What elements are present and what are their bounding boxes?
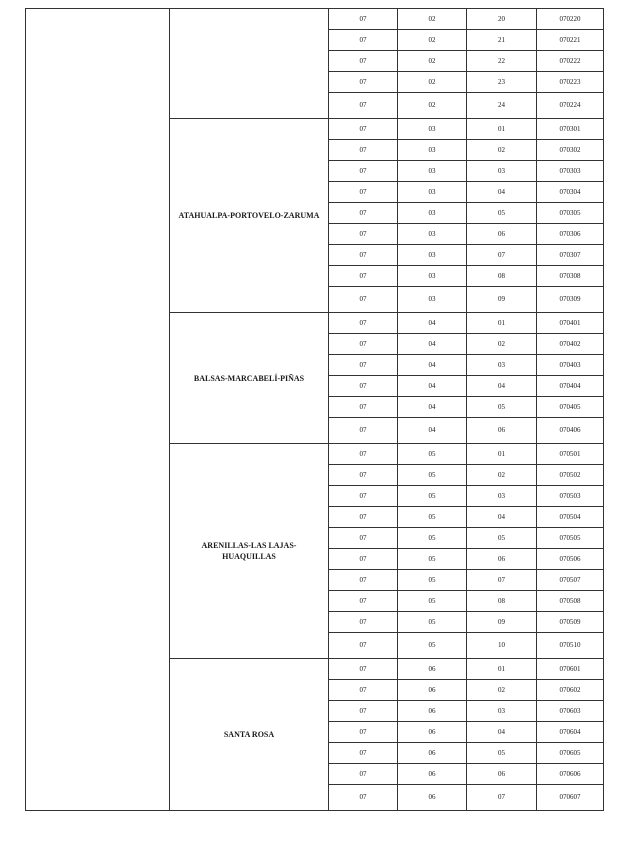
canton-code-cell: 06: [398, 659, 467, 680]
group-name-cell: ATAHUALPA-PORTOVELO-ZARUMA: [170, 119, 329, 313]
parish-code-cell: 01: [467, 444, 537, 465]
parish-code-cell: 07: [467, 245, 537, 266]
province-code-cell: 07: [329, 528, 398, 549]
canton-code-cell: 05: [398, 507, 467, 528]
province-code-cell: 07: [329, 266, 398, 287]
canton-code-cell: 05: [398, 591, 467, 612]
parish-code-cell: 08: [467, 266, 537, 287]
parish-code-cell: 04: [467, 507, 537, 528]
province-code-cell: 07: [329, 182, 398, 203]
parish-code-cell: 03: [467, 486, 537, 507]
canton-code-cell: 06: [398, 785, 467, 811]
parish-code-cell: 06: [467, 418, 537, 444]
canton-code-cell: 03: [398, 224, 467, 245]
full-code-cell: 070601: [537, 659, 604, 680]
canton-code-cell: 03: [398, 140, 467, 161]
canton-code-cell: 06: [398, 764, 467, 785]
parish-code-cell: 01: [467, 313, 537, 334]
province-code-cell: 07: [329, 313, 398, 334]
parish-code-cell: 01: [467, 659, 537, 680]
group-name-cell: SANTA ROSA: [170, 659, 329, 811]
canton-code-cell: 04: [398, 334, 467, 355]
full-code-cell: 070406: [537, 418, 604, 444]
full-code-cell: 070221: [537, 30, 604, 51]
province-code-cell: 07: [329, 743, 398, 764]
province-code-cell: 07: [329, 161, 398, 182]
canton-code-cell: 05: [398, 549, 467, 570]
parish-code-cell: 07: [467, 570, 537, 591]
canton-code-cell: 05: [398, 570, 467, 591]
parish-code-cell: 02: [467, 465, 537, 486]
parish-code-cell: 04: [467, 376, 537, 397]
parish-code-cell: 24: [467, 93, 537, 119]
parish-code-cell: 05: [467, 528, 537, 549]
full-code-cell: 070220: [537, 9, 604, 30]
canton-code-cell: 05: [398, 528, 467, 549]
province-code-cell: 07: [329, 334, 398, 355]
full-code-cell: 070304: [537, 182, 604, 203]
canton-code-cell: 02: [398, 9, 467, 30]
full-code-cell: 070306: [537, 224, 604, 245]
full-code-cell: 070303: [537, 161, 604, 182]
canton-code-cell: 05: [398, 612, 467, 633]
province-code-cell: 07: [329, 397, 398, 418]
province-code-cell: 07: [329, 119, 398, 140]
canton-code-cell: 02: [398, 72, 467, 93]
province-code-cell: 07: [329, 140, 398, 161]
group-name-cell: ARENILLAS-LAS LAJAS-HUAQUILLAS: [170, 444, 329, 659]
canton-code-cell: 03: [398, 203, 467, 224]
canton-code-cell: 03: [398, 245, 467, 266]
full-code-cell: 070606: [537, 764, 604, 785]
full-code-cell: 070510: [537, 633, 604, 659]
full-code-cell: 070501: [537, 444, 604, 465]
canton-code-cell: 02: [398, 51, 467, 72]
province-code-cell: 07: [329, 9, 398, 30]
parish-code-cell: 09: [467, 287, 537, 313]
parish-code-cell: 06: [467, 549, 537, 570]
parish-code-cell: 05: [467, 743, 537, 764]
canton-code-cell: 02: [398, 30, 467, 51]
full-code-cell: 070305: [537, 203, 604, 224]
parish-code-cell: 02: [467, 334, 537, 355]
province-code-cell: 07: [329, 570, 398, 591]
full-code-cell: 070505: [537, 528, 604, 549]
province-code-cell: 07: [329, 418, 398, 444]
parish-code-cell: 02: [467, 680, 537, 701]
parish-code-cell: 01: [467, 119, 537, 140]
province-code-cell: 07: [329, 30, 398, 51]
full-code-cell: 070222: [537, 51, 604, 72]
full-code-cell: 070223: [537, 72, 604, 93]
full-code-cell: 070504: [537, 507, 604, 528]
province-code-cell: 07: [329, 224, 398, 245]
parish-code-cell: 07: [467, 785, 537, 811]
province-code-cell: 07: [329, 633, 398, 659]
canton-code-cell: 04: [398, 397, 467, 418]
full-code-cell: 070605: [537, 743, 604, 764]
full-code-cell: 070604: [537, 722, 604, 743]
province-code-cell: 07: [329, 51, 398, 72]
canton-code-cell: 04: [398, 355, 467, 376]
group-name-cell: [170, 9, 329, 119]
parish-code-cell: 09: [467, 612, 537, 633]
parish-code-cell: 03: [467, 701, 537, 722]
canton-code-cell: 04: [398, 376, 467, 397]
province-code-cell: 07: [329, 549, 398, 570]
province-code-cell: 07: [329, 355, 398, 376]
province-code-cell: 07: [329, 659, 398, 680]
group-name-cell: BALSAS-MARCABELÍ-PIÑAS: [170, 313, 329, 444]
canton-code-cell: 03: [398, 161, 467, 182]
province-code-cell: 07: [329, 701, 398, 722]
canton-code-cell: 06: [398, 743, 467, 764]
canton-code-cell: 06: [398, 722, 467, 743]
table-body: [26, 9, 604, 811]
parish-code-cell: 22: [467, 51, 537, 72]
full-code-cell: 070401: [537, 313, 604, 334]
province-code-cell: 07: [329, 680, 398, 701]
canton-code-cell: 06: [398, 680, 467, 701]
parish-code-cell: 23: [467, 72, 537, 93]
parish-code-cell: 08: [467, 591, 537, 612]
province-code-cell: 07: [329, 203, 398, 224]
table-row: [26, 9, 604, 30]
province-code-cell: 07: [329, 612, 398, 633]
province-code-cell: 07: [329, 486, 398, 507]
canton-code-cell: 03: [398, 266, 467, 287]
province-code-cell: 07: [329, 591, 398, 612]
province-code-cell: 07: [329, 785, 398, 811]
blank-first-column: [26, 9, 170, 811]
province-code-cell: 07: [329, 465, 398, 486]
full-code-cell: 070405: [537, 397, 604, 418]
parish-code-cell: 03: [467, 355, 537, 376]
canton-code-cell: 05: [398, 465, 467, 486]
full-code-cell: 070224: [537, 93, 604, 119]
province-code-cell: 07: [329, 722, 398, 743]
province-code-cell: 07: [329, 507, 398, 528]
full-code-cell: 070506: [537, 549, 604, 570]
full-code-cell: 070508: [537, 591, 604, 612]
canton-code-cell: 04: [398, 418, 467, 444]
parish-code-cell: 06: [467, 224, 537, 245]
full-code-cell: 070301: [537, 119, 604, 140]
canton-code-cell: 03: [398, 119, 467, 140]
full-code-cell: 070503: [537, 486, 604, 507]
full-code-cell: 070404: [537, 376, 604, 397]
canton-code-cell: 03: [398, 287, 467, 313]
parish-code-cell: 06: [467, 764, 537, 785]
full-code-cell: 070308: [537, 266, 604, 287]
parish-code-cell: 10: [467, 633, 537, 659]
full-code-cell: 070309: [537, 287, 604, 313]
full-code-cell: 070502: [537, 465, 604, 486]
canton-code-cell: 05: [398, 633, 467, 659]
province-code-cell: 07: [329, 444, 398, 465]
full-code-cell: 070403: [537, 355, 604, 376]
parish-code-cell: 20: [467, 9, 537, 30]
canton-code-cell: 04: [398, 313, 467, 334]
canton-code-cell: 06: [398, 701, 467, 722]
canton-code-cell: 03: [398, 182, 467, 203]
parish-code-cell: 04: [467, 182, 537, 203]
full-code-cell: 070603: [537, 701, 604, 722]
parish-code-cell: 03: [467, 161, 537, 182]
full-code-cell: 070509: [537, 612, 604, 633]
canton-code-cell: 02: [398, 93, 467, 119]
parish-code-cell: 21: [467, 30, 537, 51]
province-code-cell: 07: [329, 245, 398, 266]
province-code-cell: 07: [329, 764, 398, 785]
full-code-cell: 070302: [537, 140, 604, 161]
province-code-cell: 07: [329, 287, 398, 313]
canton-code-cell: 05: [398, 486, 467, 507]
code-table: [25, 8, 604, 811]
parish-code-cell: 02: [467, 140, 537, 161]
parish-code-cell: 05: [467, 203, 537, 224]
full-code-cell: 070507: [537, 570, 604, 591]
full-code-cell: 070602: [537, 680, 604, 701]
full-code-cell: 070402: [537, 334, 604, 355]
province-code-cell: 07: [329, 72, 398, 93]
full-code-cell: 070607: [537, 785, 604, 811]
full-code-cell: 070307: [537, 245, 604, 266]
province-code-cell: 07: [329, 376, 398, 397]
province-code-cell: 07: [329, 93, 398, 119]
canton-code-cell: 05: [398, 444, 467, 465]
parish-code-cell: 05: [467, 397, 537, 418]
parish-code-cell: 04: [467, 722, 537, 743]
